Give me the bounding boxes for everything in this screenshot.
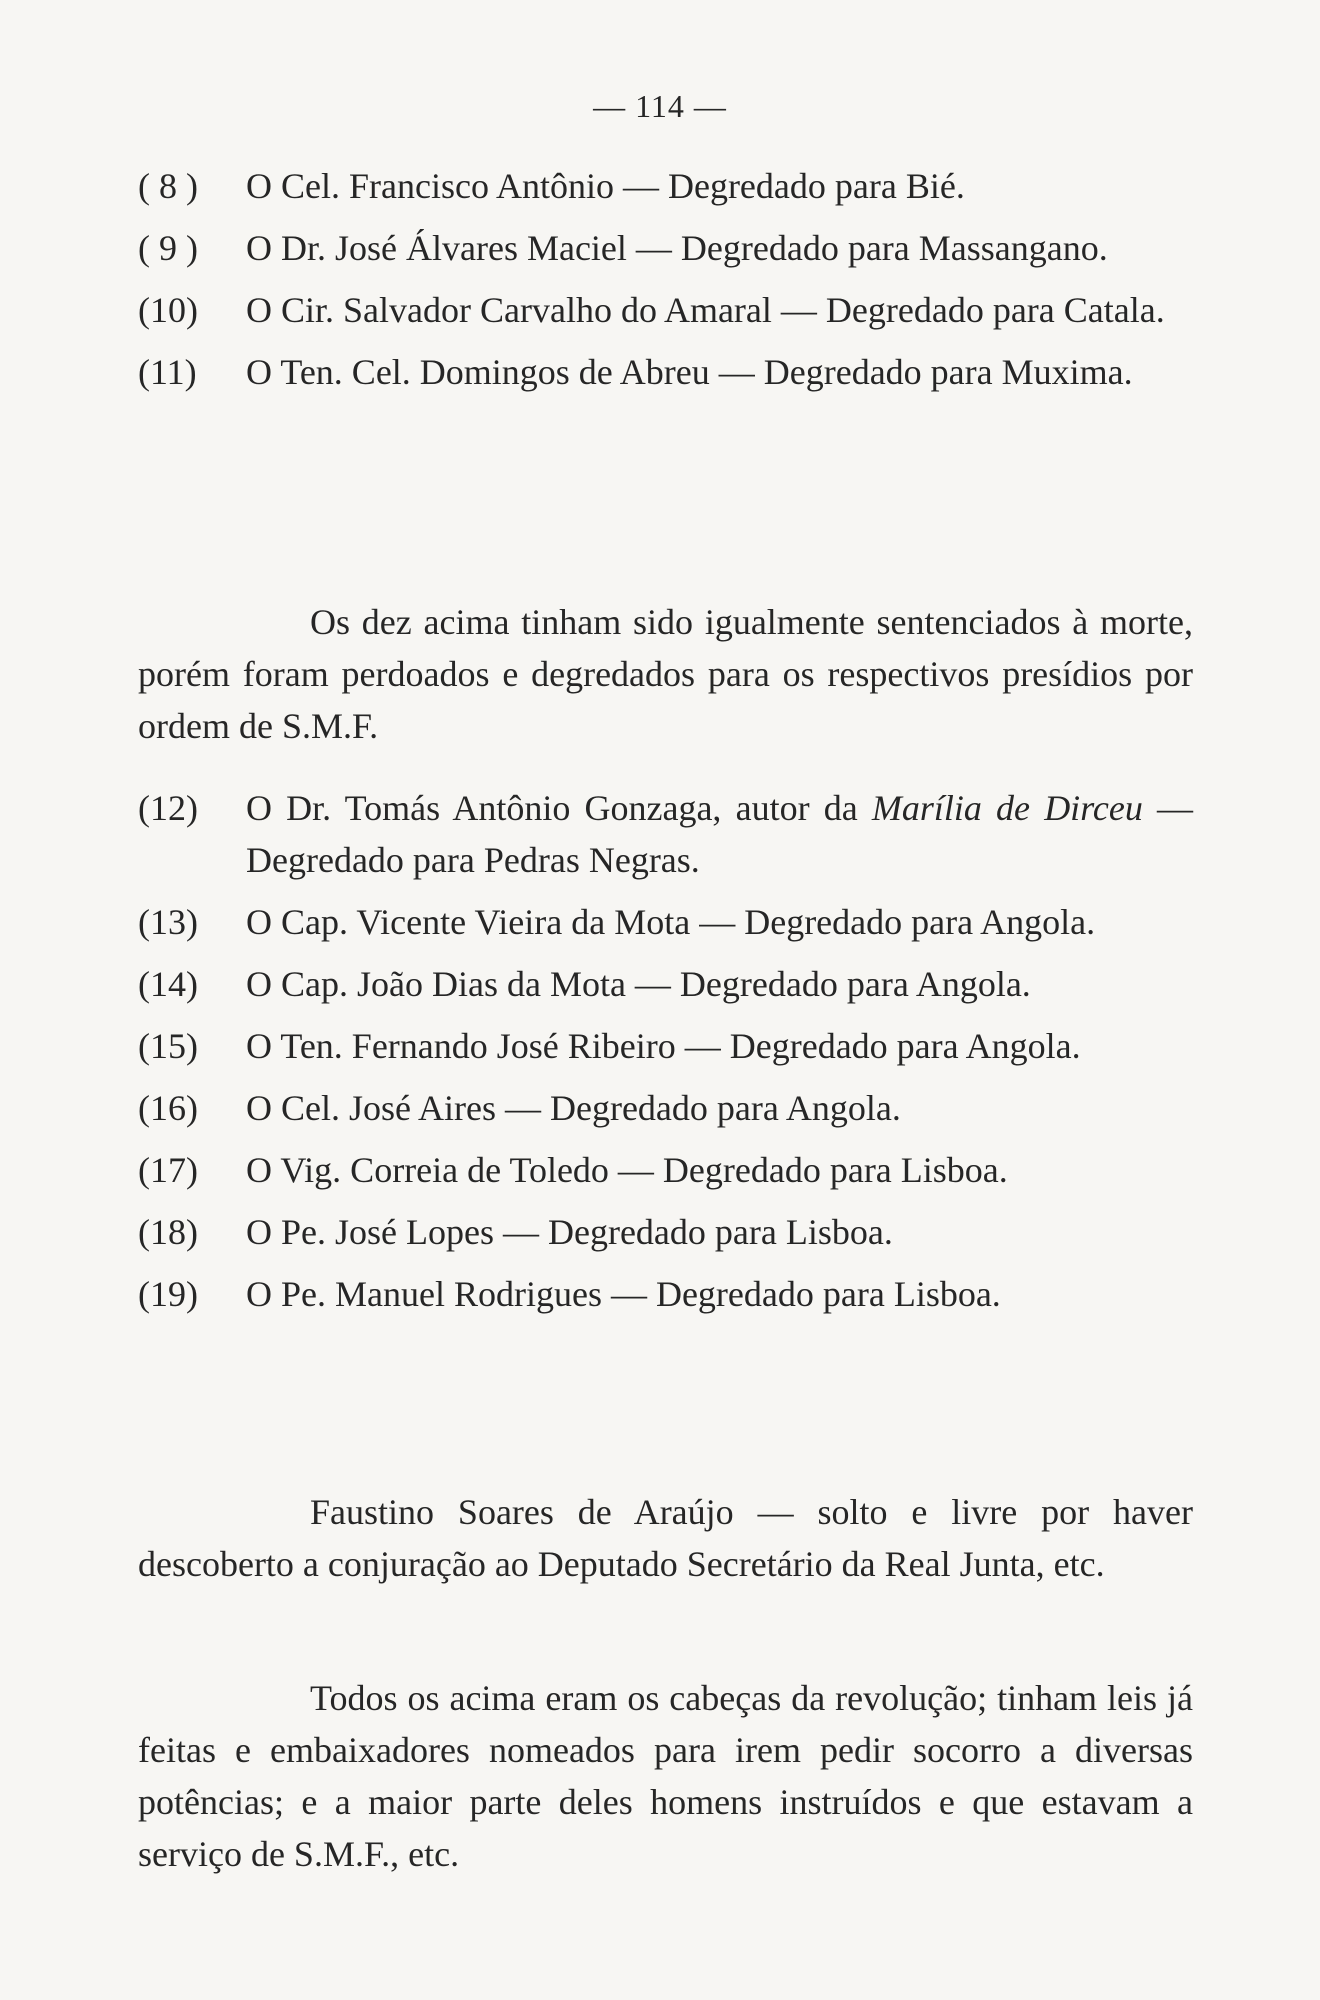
list-item	[138, 346, 1193, 398]
paragraph-sentenced: Os dez acima tinham sido igualmente sentenciados à morte, porém foram perdoados e degredados para os respectivos presídios por ordem de S.M.F.	[138, 602, 1193, 746]
entry-text-after: — Degredado para Pedras Negras.	[246, 788, 1193, 880]
list-item	[138, 1082, 1193, 1134]
entry-number: (13)	[138, 902, 198, 942]
list-item	[138, 1020, 1193, 1072]
entry-number: (17)	[138, 1150, 198, 1190]
entry-text: O Cap. Vicente Vieira da Mota — Degredado para Angola.	[246, 902, 1096, 942]
entry-text-before: O Dr. Tomás Antônio Gonzaga, autor da	[246, 788, 872, 828]
paragraph-faustino: Faustino Soares de Araújo — solto e livre por haver descoberto a conjuração ao Deputado Secretário da Real Junta, etc.	[138, 1492, 1193, 1584]
entry-list-a	[138, 160, 1193, 408]
entry-number: (12)	[138, 788, 198, 828]
entry-number: ( 9 )	[138, 228, 198, 268]
entry-text: O Ten. Cel. Domingos de Abreu — Degredado para Muxima.	[246, 352, 1133, 392]
paragraph-conclusion: Todos os acima eram os cabeças da revolução; tinham leis já feitas e embaixadores nomeados para irem pedir socorro a diversas potências; e a maior parte deles homens instruídos e que estavam a serviço de S.M.F., etc.	[138, 1678, 1193, 1874]
entry-number: (16)	[138, 1088, 198, 1128]
list-item	[138, 1268, 1193, 1320]
book-title: Marília de Dirceu	[871, 788, 1143, 828]
list-item	[138, 160, 1193, 212]
entry-text: O Dr. José Álvares Maciel — Degredado para Massangano.	[246, 228, 1108, 268]
entry-number: (19)	[138, 1274, 198, 1314]
list-item	[138, 1206, 1193, 1258]
entry-text: O Cel. José Aires — Degredado para Angola.	[246, 1088, 901, 1128]
list-item	[138, 1144, 1193, 1196]
entry-number: (15)	[138, 1026, 198, 1066]
page-number: — 114 —	[593, 88, 727, 124]
entry-text: O Pe. Manuel Rodrigues — Degredado para Lisboa.	[246, 1274, 1001, 1314]
entry-number: (10)	[138, 290, 198, 330]
entry-number: (14)	[138, 964, 198, 1004]
list-item	[138, 284, 1193, 336]
entry-text	[246, 782, 1193, 886]
entry-text: O Pe. José Lopes — Degredado para Lisboa.	[246, 1212, 893, 1252]
entry-text: O Cap. João Dias da Mota — Degredado para Angola.	[246, 964, 1031, 1004]
entry-text: O Cel. Francisco Antônio — Degredado para Bié.	[246, 166, 965, 206]
list-item	[138, 222, 1193, 274]
entry-list-b	[138, 782, 1193, 1330]
entry-number: (11)	[138, 352, 197, 392]
list-item	[138, 896, 1193, 948]
entry-text: O Cir. Salvador Carvalho do Amaral — Degredado para Catala.	[246, 290, 1165, 330]
entry-number: (18)	[138, 1212, 198, 1252]
list-item	[138, 958, 1193, 1010]
list-item	[138, 782, 1193, 886]
entry-number: ( 8 )	[138, 166, 198, 206]
entry-text: O Vig. Correia de Toledo — Degredado para Lisboa.	[246, 1150, 1008, 1190]
entry-text: O Ten. Fernando José Ribeiro — Degredado para Angola.	[246, 1026, 1081, 1066]
